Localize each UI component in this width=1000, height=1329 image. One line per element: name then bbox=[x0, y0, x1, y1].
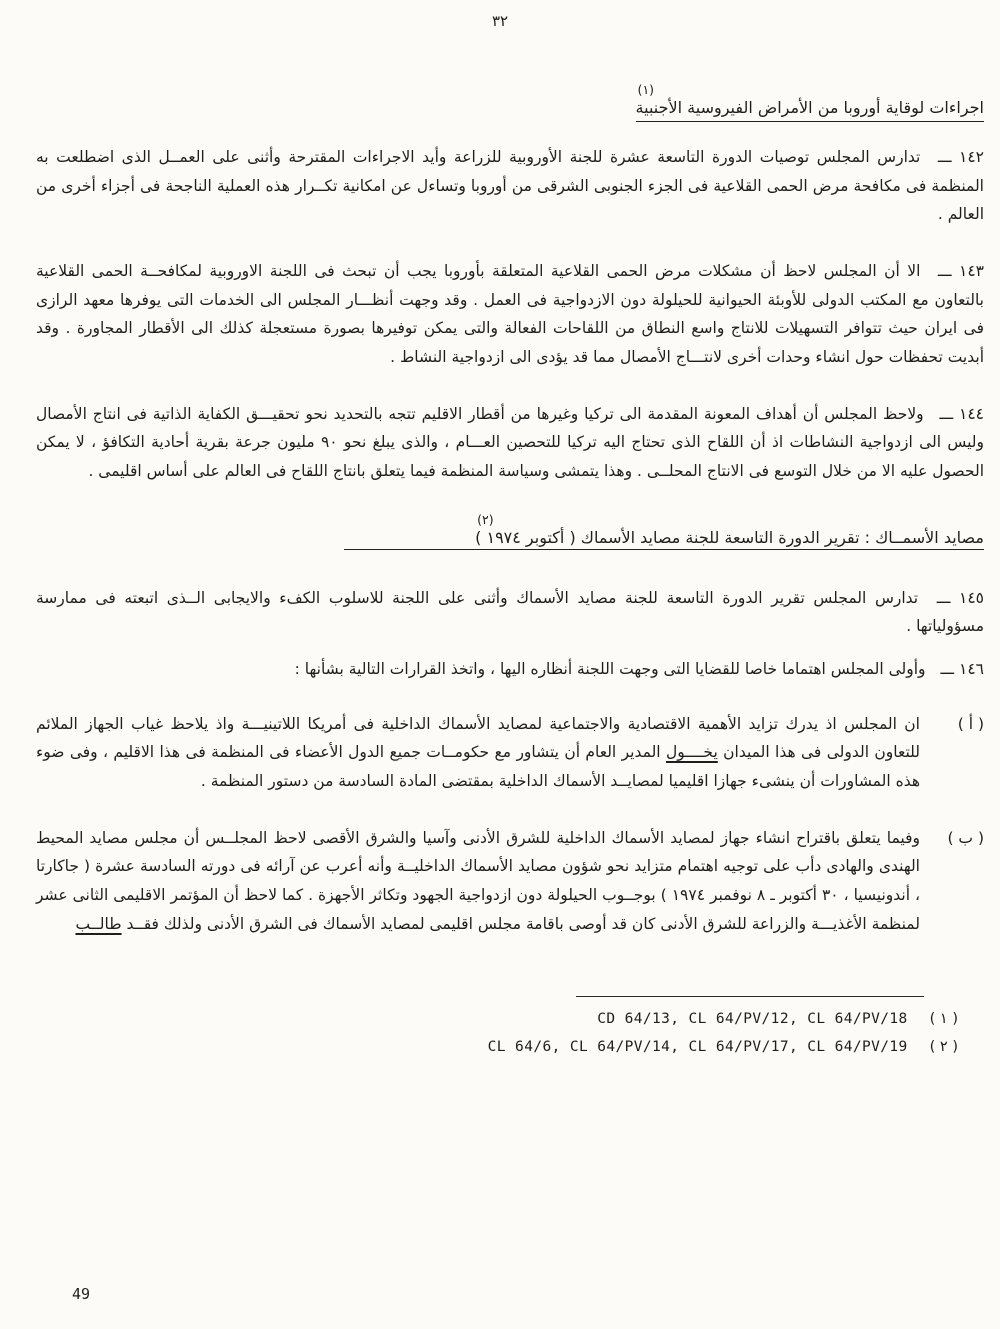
item-a-text-before: ان المجلس اذ يدرك تزايد الأهمية الاقتصادية والاجتماعية لمصايد الأسماك الداخلية فى أمريكا اللاتينيـــة واذ يلاحظ غياب الجهاز الملائم للتعاون الدولى فى هذا الميدان bbox=[36, 714, 920, 762]
paragraph-143-number: ١٤٣ ـــ bbox=[937, 262, 984, 281]
section-2-underline-rule bbox=[344, 549, 984, 550]
footnote-1 bbox=[36, 1006, 984, 1034]
bottom-page-number: 49 bbox=[72, 1285, 91, 1303]
item-b-text-before: وفيما يتعلق باقتراح انشاء جهاز لمصايد الأسماك الداخلية للشرق الأدنى وآسيا والشرق الأقصى لاحظ المجلــس أن مجلس مصايد المحيط الهندى والهادى دأب على توجيه اهتمام متزايد نحو شؤون مصايد الأسماك الداخليــة وأنه أعرب عن آرائه فى دورته السادسة عشرة ( جاكارتا ، أندونيسيا ، ٣٠ أكتوبر ـ ٨ نوفمبر ١٩٧٤ ) بوجــوب الحيلولة دون ازدواجية الجهود وتكاثر الأجهزة . كما لاحظ أن المؤتمر الاقليمى الثانى عشر لمنظمة الأغذيـــة والزراعة للشرق الأدنى كان قد أوصى باقامة مجلس اقليمى لمصايد الأسماك فى الشرق الأدنى ولذلك فقــد bbox=[36, 828, 921, 933]
item-b-text bbox=[36, 824, 920, 939]
footnote-1-codes: CD 64/13, CL 64/PV/12, CL 64/PV/18 bbox=[597, 1011, 908, 1028]
section-2-title: مصايد الأسمــاك : تقرير الدورة التاسعة للجنة مصايد الأسماك ( أكتوبر ١٩٧٤ ) bbox=[475, 527, 984, 547]
paragraph-145-text: تدارس المجلس تقرير الدورة التاسعة للجنة مصايد الأسماك وأثنى على اللجنة للاسلوب الكفء والايجابى الــذى اتبعته فى ممارسة مسؤولياتها . bbox=[36, 588, 984, 636]
paragraph-142 bbox=[36, 143, 984, 229]
paragraph-146-number: ١٤٦ ـــ bbox=[940, 660, 984, 679]
footnote-separator-rule bbox=[576, 996, 924, 997]
item-a-text-after: المدير العام أن يتشاور مع حكومــات جميع الدول الأعضاء فى المنظمة فى هذا الاقليم ، وفى ضوء هذه المشاورات أن ينشىء جهازا اقليميا لمصايــد الأسماك الداخلية بمقتضى المادة السادسة من دستور المنظمة . bbox=[36, 743, 920, 791]
footnote-2-marker: ( ٢ ) bbox=[929, 1038, 958, 1055]
section-2-heading-block bbox=[475, 512, 984, 547]
paragraph-144 bbox=[36, 400, 984, 486]
footnote-2 bbox=[36, 1034, 984, 1062]
paragraph-144-number: ١٤٤ ـــ bbox=[939, 404, 984, 423]
paragraph-144-text: ولاحظ المجلس أن أهداف المعونة المقدمة الى تركيا وغيرها من أقطار الاقليم تتجه بالتحديد نحو تحقيـــق الكفاية الذاتية فى انتاج الأمصال وليس الى ازدواجية النشاطات اذ أن اللقاح الذى تحتاج اليه تركيا للتحصين العـــام ، والذى يبلغ نحو ٩٠ مليون جرعة بقرية أحادية التكافؤ ، لا يمكن الحصول عليه الا من خلال التوسع فى الانتاج المحلــى . وهذا يتمشى وسياسة المنظمة فيما يتعلق بانتاج اللقاح فى العالم على أساس اقليمى . bbox=[36, 404, 985, 481]
paragraph-143-text: الا أن المجلس لاحظ أن مشكلات مرض الحمى القلاعية المتعلقة بأوروبا يجب أن تبحث فى اللجنة الاوروبية لمكافحــة الحمى القلاعية بالتعاون مع المكتب الدولى للأوبئة الحيوانية للحيلولة دون الازدواجية فى العمل . وقد وجهت أنظـــار المجلس الى الخدمات التى يوفرها معهد الرازى فى ايران حيث تتوافر التسهيلات للانتاج واسع النطاق من اللقاحات الفعالة والتى يمكن توفيرها بصورة مستعجلة كذلك الى الأقطار المجاورة . وقد أبديت تحفظات حول انشاء وحدات أخرى لانتـــاج الأمصال مما قد يؤدى الى ازدواجية النشاط . bbox=[36, 262, 984, 367]
footnotes-block bbox=[36, 996, 984, 1061]
top-page-number: ٣٢ bbox=[491, 12, 509, 30]
footnote-1-marker: ( ١ ) bbox=[929, 1011, 958, 1028]
footnote-2-codes: CL 64/6, CL 64/PV/14, CL 64/PV/17, CL 64/PV/19 bbox=[487, 1038, 908, 1055]
section-heading-fisheries bbox=[36, 512, 984, 550]
item-a-underlined-word: يخــــول bbox=[666, 743, 718, 762]
item-a-marker: ( أ ) bbox=[957, 714, 984, 733]
document-content bbox=[0, 82, 1000, 1062]
paragraph-145 bbox=[36, 584, 984, 641]
section-1-title: اجراءات لوقاية أوروبا من الأمراض الفيروسية الأجنبية bbox=[636, 98, 984, 122]
paragraph-146-text: وأولى المجلس اهتماما خاصا للقضايا التى وجهت اللجنة أنظاره اليها ، واتخذ القرارات التالية بشأنها : bbox=[294, 660, 926, 679]
section-heading-vaccination bbox=[36, 82, 984, 117]
decision-item-b bbox=[36, 824, 984, 939]
paragraph-142-text: تدارس المجلس توصيات الدورة التاسعة عشرة للجنة الأوروبية للزراعة وأيد الاجراءات المقترحة وأثنى على العمــل الذى اضطلعت به المنظمة فى مكافحة مرض الحمى القلاعية فى الجزء الجنوبى الشرقى من أوروبا وتساءل عن امكانية تكــرار هذه العملية الناجحة فى أجزاء أخرى من العالم . bbox=[36, 148, 984, 224]
footnote-ref-1: (١) bbox=[637, 82, 655, 97]
paragraph-142-number: ١٤٢ ـــ bbox=[937, 148, 984, 166]
item-b-marker: ( ب ) bbox=[947, 828, 984, 847]
section-1-heading-block bbox=[636, 82, 984, 117]
item-b-underlined-word: طالــب bbox=[75, 914, 122, 933]
footnote-ref-2: (٢) bbox=[477, 511, 494, 527]
decision-item-a bbox=[36, 710, 984, 796]
item-a-text bbox=[36, 710, 920, 796]
paragraph-145-number: ١٤٥ ـــ bbox=[936, 588, 984, 607]
paragraph-143 bbox=[36, 257, 984, 372]
paragraph-146 bbox=[36, 655, 984, 684]
